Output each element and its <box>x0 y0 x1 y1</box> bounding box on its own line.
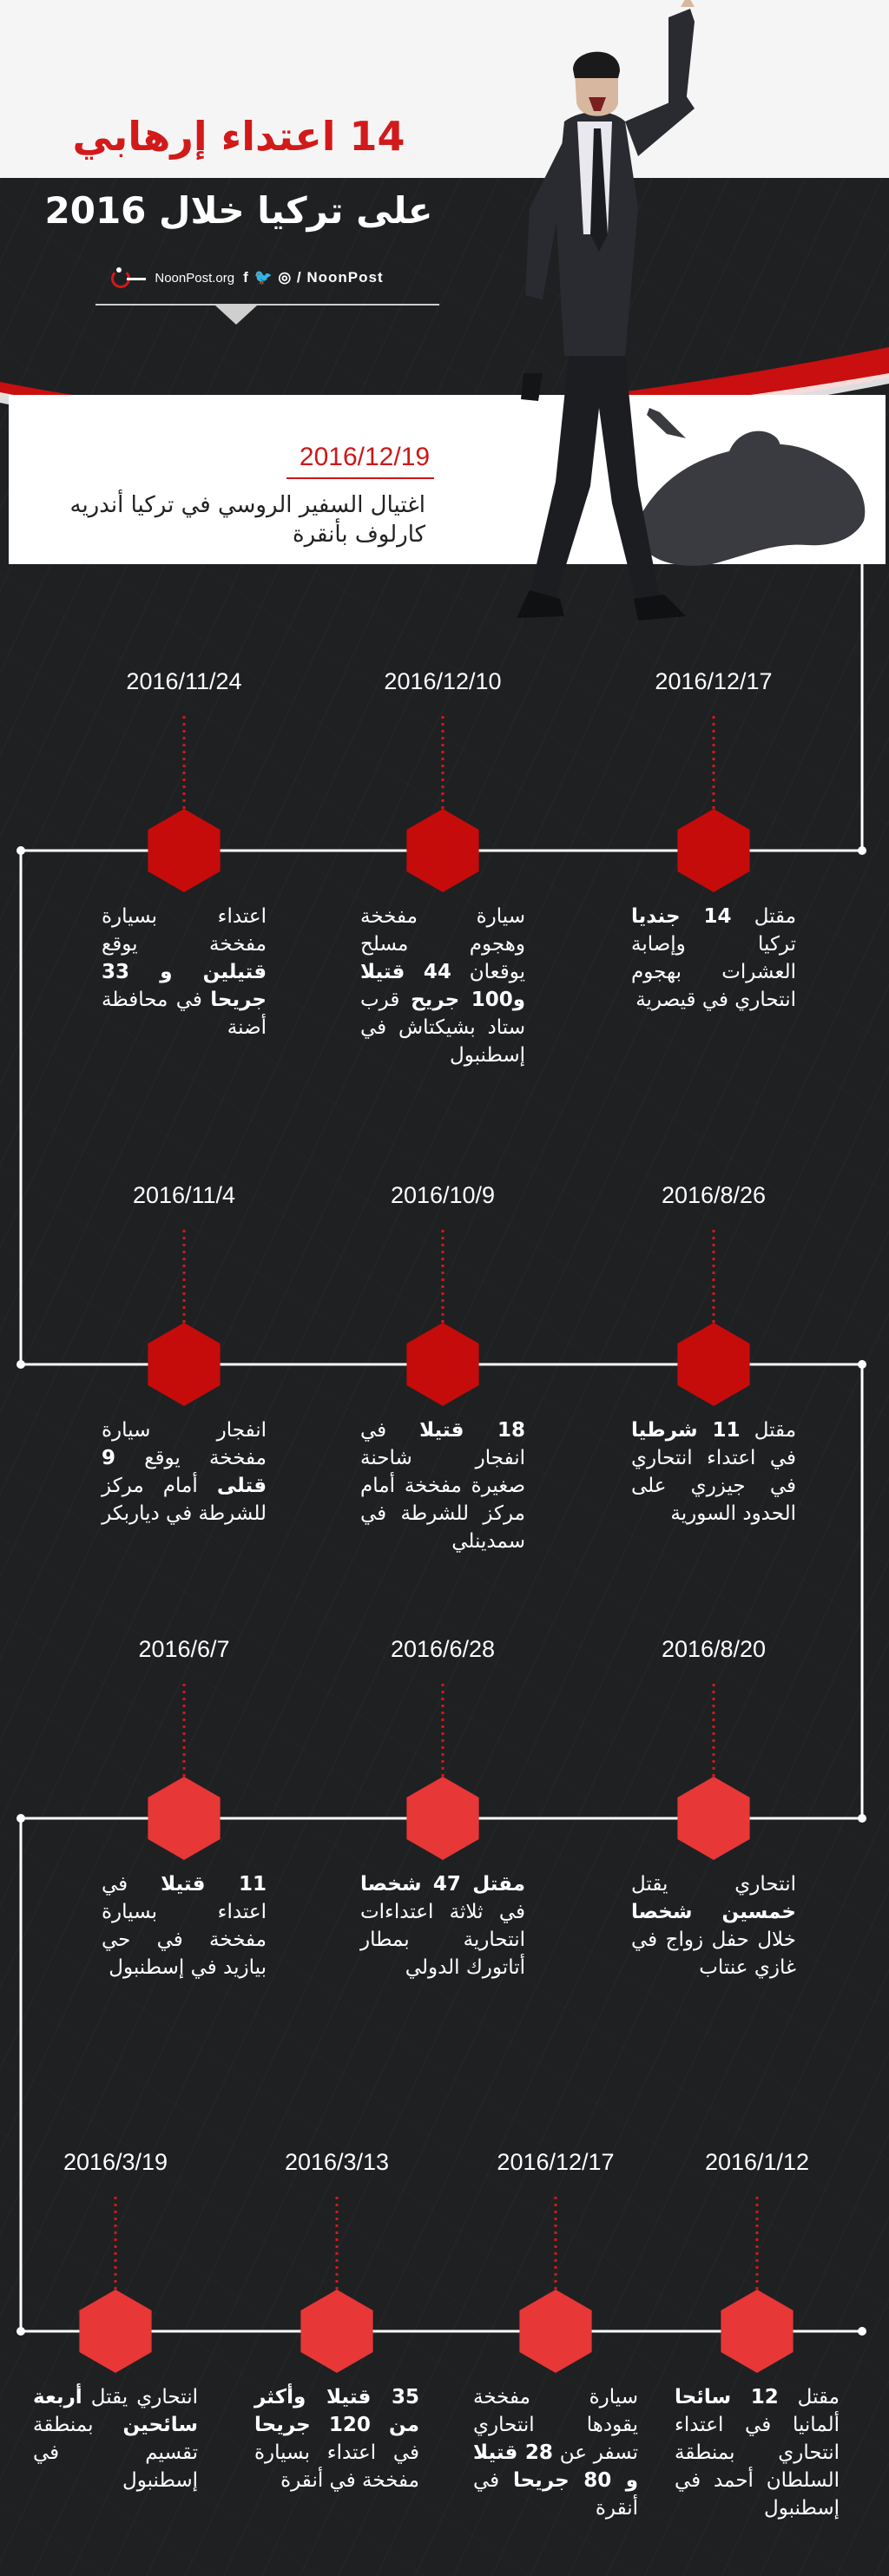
event-date: 2016/11/24 <box>126 668 242 694</box>
event-description: مقتل 11 شرطيا في اعتداء انتحاري في جيزري على الحدود السورية <box>631 1419 797 1525</box>
event-date: 2016/6/7 <box>138 1636 230 1662</box>
event-description: 18 قتيلا في انفجار شاحنة صغيرة مفخخة أمام مركز للشرطة في سمدينلي <box>360 1419 525 1553</box>
event-description: مقتل 47 شخصا في ثلاثة اعتداءات انتحارية بمطار أتاتورك الدولي <box>360 1873 525 1979</box>
event-highlight: 14 جنديا <box>631 905 732 928</box>
event-description: مقتل 14 جنديا تركيا وإصابة العشرات بهجوم انتحاري في قيصرية <box>631 905 797 1011</box>
featured-text: اغتيال السفير الروسي في تركيا أندريه كارلوف بأنقرة <box>69 492 425 548</box>
event-hexagon-icon <box>677 809 749 892</box>
event-description: انفجار سيارة مفخخة يوقع 9 قتلى أمام مركز للشرطة في دياربكر <box>102 1419 267 1525</box>
event-highlight: 44 قتيلا و100 جريح <box>360 961 525 1011</box>
event-date: 2016/8/20 <box>661 1636 767 1662</box>
event-highlight: 11 شرطيا <box>631 1419 741 1442</box>
timeline-node <box>16 1360 25 1369</box>
event-description: اعتداء بسيارة مفخخة يوقع قتيلين و 33 جريحا في محافظة أضنة <box>102 905 267 1039</box>
event-highlight: أربعة سائحين <box>33 2386 198 2436</box>
event-highlight: مقتل 47 شخصا <box>360 1873 525 1896</box>
event-hexagon-icon <box>406 809 478 892</box>
event-date: 2016/12/17 <box>497 2149 615 2175</box>
event-description: انتحاري يقتل خمسين شخصا خلال حفل زواج في غازي عنتاب <box>631 1873 796 1979</box>
event-date: 2016/3/13 <box>284 2149 390 2175</box>
event-hexagon-icon <box>406 1323 478 1406</box>
event-hexagon-icon <box>677 1323 749 1406</box>
event-highlight: 28 قتيلا و 80 جريحا <box>473 2441 639 2492</box>
event-date: 2016/1/12 <box>704 2149 810 2175</box>
brand-social[interactable]: f 🐦 ◎ / NoonPost <box>243 269 384 286</box>
event-hexagon-icon <box>300 2290 372 2373</box>
main-title: 14 اعتداء إرهابي <box>72 113 405 160</box>
event-description: 11 قتيلا في اعتداء بسيارة مفخخة في حي بيازيد في إسطنبول <box>102 1873 267 1979</box>
event-highlight: قتيلين و 33 جريحا <box>102 961 267 1011</box>
event-hexagon-icon <box>406 1777 478 1860</box>
event-hexagon-icon <box>79 2290 151 2373</box>
event-hexagon-icon <box>148 809 220 892</box>
event-highlight: 12 سائحا <box>675 2386 779 2408</box>
event-highlight: 18 قتيلا <box>419 1419 525 1442</box>
event-hexagon-icon <box>519 2290 591 2373</box>
timeline-node <box>858 1814 866 1823</box>
event-hexagon-icon <box>148 1323 220 1406</box>
event-date: 2016/12/17 <box>655 668 773 694</box>
event-hexagon-icon <box>721 2290 793 2373</box>
sub-title: على تركيا خلال 2016 <box>44 189 433 232</box>
event-date: 2016/3/19 <box>63 2149 168 2175</box>
event-hexagon-icon <box>148 1777 220 1860</box>
event-date: 2016/8/26 <box>661 1182 767 1208</box>
event-date: 2016/12/10 <box>384 668 502 694</box>
event-hexagon-icon <box>677 1777 749 1860</box>
event-date: 2016/6/28 <box>390 1636 496 1662</box>
event-description: 35 قتيلا وأكثر من 120 جريحا في اعتداء بسيارة مفخخة في أنقرة <box>254 2386 419 2492</box>
timeline-node <box>858 846 866 855</box>
event-highlight: خمسين شخصا <box>631 1901 796 1923</box>
event-highlight: 35 قتيلا وأكثر من 120 جريحا <box>254 2386 419 2436</box>
event-description: سيارة مفخخة يقودها انتحاري تسفر عن 28 قتيلا و 80 جريحا في أنقرة <box>473 2386 639 2520</box>
featured-date: 2016/12/19 <box>299 443 431 471</box>
event-date: 2016/10/9 <box>390 1182 496 1208</box>
event-description: سيارة مفخخة وهجوم مسلح يوقعان 44 قتيلا و100 جريح قرب ستاد بشيكتاش في إسطنبول <box>360 905 525 1067</box>
event-description: مقتل 12 سائحا ألمانيا في اعتداء انتحاري بمنطقة السلطان أحمد في إسطنبول <box>675 2386 840 2520</box>
event-highlight: 11 قتيلا <box>161 1873 267 1896</box>
event-highlight: 9 قتلى <box>102 1447 267 1497</box>
event-description: انتحاري يقتل أربعة سائحين بمنطقة تقسيم في إسطنبول <box>33 2386 198 2492</box>
brand-site[interactable]: NoonPost.org <box>155 270 235 286</box>
timeline-node <box>16 2327 25 2336</box>
timeline-node <box>858 2327 866 2336</box>
event-date: 2016/11/4 <box>132 1182 236 1208</box>
